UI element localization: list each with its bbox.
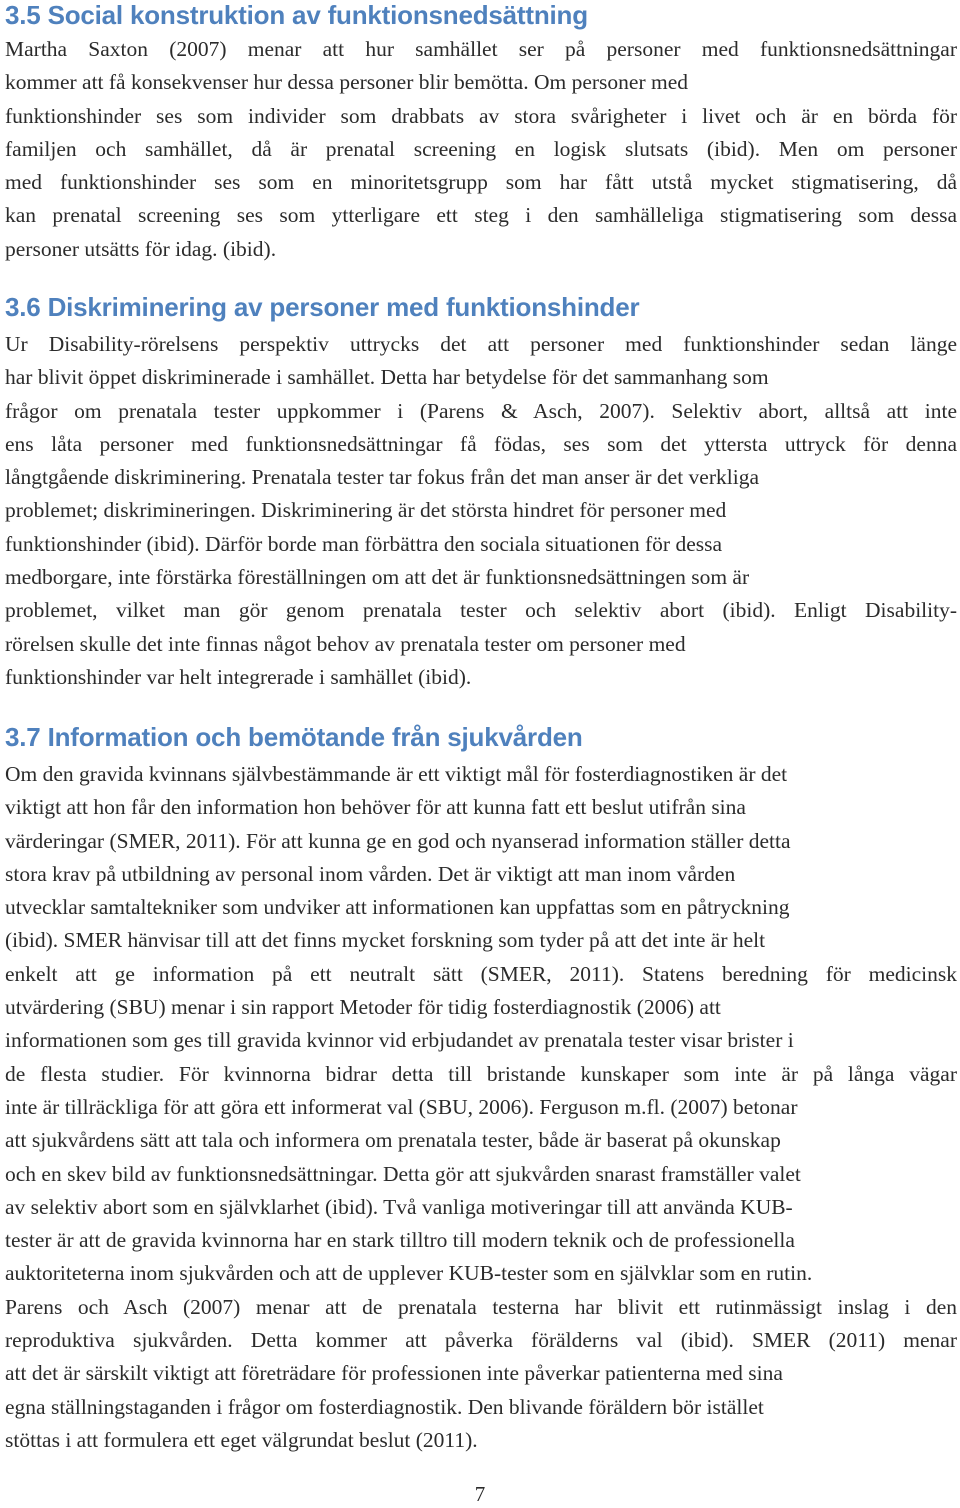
section-heading: 3.7 Information och bemötande från sjukvården [5, 722, 583, 752]
text-line: långtgående diskriminering. Prenatala tester tar fokus från det man anser är det verkliga [5, 465, 760, 490]
text-line: problemet; diskrimineringen. Diskriminering är det största hindret för personer med [5, 498, 727, 523]
text-line: av selektiv abort som en självklarhet (ibid). Två vanliga motiveringar till att använda KUB- [5, 1194, 793, 1219]
section-paragraph [5, 33, 957, 266]
text-line: utvärdering (SBU) menar i sin rapport Metoder för tidig fosterdiagnostik (2006) att [5, 995, 721, 1020]
text-line: Ur Disability-rörelsens perspektiv uttrycks det att personer med funktionshinder sedan länge [5, 332, 957, 356]
text-line: har blivit öppet diskriminerade i samhället. Detta har betydelse för det sammanhang som [5, 365, 769, 390]
text-line: att det är särskilt viktigt att företrädare för professionen inte påverkar patienterna med sina [5, 1361, 783, 1386]
text-line: kan prenatal screening ses som ytterligare ett steg i den samhälleliga stigmatisering som dessa [5, 203, 957, 228]
text-line: funktionshinder var helt integrerade i samhället (ibid). [5, 664, 472, 689]
text-line: Om den gravida kvinnans självbestämmande är ett viktigt mål för fosterdiagnostiken är det [5, 762, 788, 786]
text-line: Parens och Asch (2007) menar att de prenatala testerna har blivit ett rutinmässigt inslag i den [5, 1294, 957, 1319]
text-line: auktoriteterna inom sjukvården och att de upplever KUB-tester som en självklar som en rutin. [5, 1261, 813, 1286]
text-line: ens låta personer med funktionsnedsättningar få födas, ses som det yttersta uttryck för denna [5, 431, 957, 456]
text-line: problemet, vilket man gör genom prenatala tester och selektiv abort (ibid). Enligt Disability- [5, 598, 957, 623]
section-paragraph [5, 328, 957, 694]
section-3-6 [5, 292, 957, 694]
text-line: frågor om prenatala tester uppkommer i (Parens & Asch, 2007). Selektiv abort, alltså att inte [5, 398, 957, 423]
page-number: 7 [474, 1482, 486, 1506]
text-line: stöttas i att formulera ett eget välgrundat beslut (2011). [5, 1427, 478, 1452]
section-paragraph [5, 758, 957, 1457]
text-line: att sjukvårdens sätt att tala och informera om prenatala tester, både är baserat på okunskap [5, 1128, 781, 1153]
text-line: och en skev bild av funktionsnedsättningar. Detta gör att sjukvården snarast framställer valet [5, 1161, 801, 1186]
section-heading: 3.6 Diskriminering av personer med funktionshinder [5, 292, 640, 322]
text-line: viktigt att hon får den information hon behöver för att kunna fatt ett beslut utifrån sina [5, 795, 746, 820]
text-line: Martha Saxton (2007) menar att hur samhället ser på personer med funktionsnedsättningar [5, 37, 957, 61]
text-line: funktionshinder ses som individer som drabbats av stora svårigheter i livet och är en börda för [5, 103, 957, 128]
text-line: tester är att de gravida kvinnorna har en stark tilltro till modern teknik och de professionella [5, 1228, 795, 1253]
text-line: med funktionshinder ses som en minoritetsgrupp som har fått utstå mycket stigmatisering, då [5, 170, 957, 195]
text-line: informationen som ges till gravida kvinnor vid erbjudandet av prenatala tester visar brister i [5, 1028, 794, 1053]
text-line: enkelt att ge information på ett neutralt sätt (SMER, 2011). Statens beredning för medicinsk [5, 961, 957, 986]
text-line: rörelsen skulle det inte finnas något behov av prenatala tester om personer med [5, 631, 686, 656]
text-line: personer utsätts för idag. (ibid). [5, 236, 277, 261]
section-3-7 [5, 722, 957, 1457]
text-line: stora krav på utbildning av personal inom vården. Det är viktigt att man inom vården [5, 861, 736, 886]
text-line: funktionshinder (ibid). Därför borde man förbättra den sociala situationen för dessa [5, 531, 723, 556]
text-line: egna ställningstaganden i frågor om fosterdiagnostik. Den blivande föräldern bör istället [5, 1394, 764, 1419]
text-line: medborgare, inte förstärka föreställningen om att det är funktionsnedsättningen som är [5, 565, 750, 590]
section-heading: 3.5 Social konstruktion av funktionsnedsättning [5, 0, 588, 30]
text-line: utvecklar samtaltekniker som undviker att informationen kan uppfattas som en påtryckning [5, 895, 790, 920]
text-line: de flesta studier. För kvinnorna bidrar detta till bristande kunskaper som inte är på långa vägar [5, 1061, 957, 1086]
text-line: inte är tillräckliga för att göra ett informerat val (SBU, 2006). Ferguson m.fl. (2007) betonar [5, 1094, 798, 1119]
text-line: familjen och samhället, då är prenatal screening en logisk slutsats (ibid). Men om personer [5, 136, 957, 161]
text-line: reproduktiva sjukvården. Detta kommer att påverka förälderns val (ibid). SMER (2011) menar [5, 1328, 957, 1353]
text-line: kommer att få konsekvenser hur dessa personer blir bemötta. Om personer med [5, 70, 689, 95]
section-3-5 [5, 0, 957, 266]
text-line: (ibid). SMER hänvisar till att det finns mycket forskning som tyder på att det inte är helt [5, 928, 766, 953]
text-line: värderingar (SMER, 2011). För att kunna ge en god och nyanserad information ställer detta [5, 828, 791, 853]
